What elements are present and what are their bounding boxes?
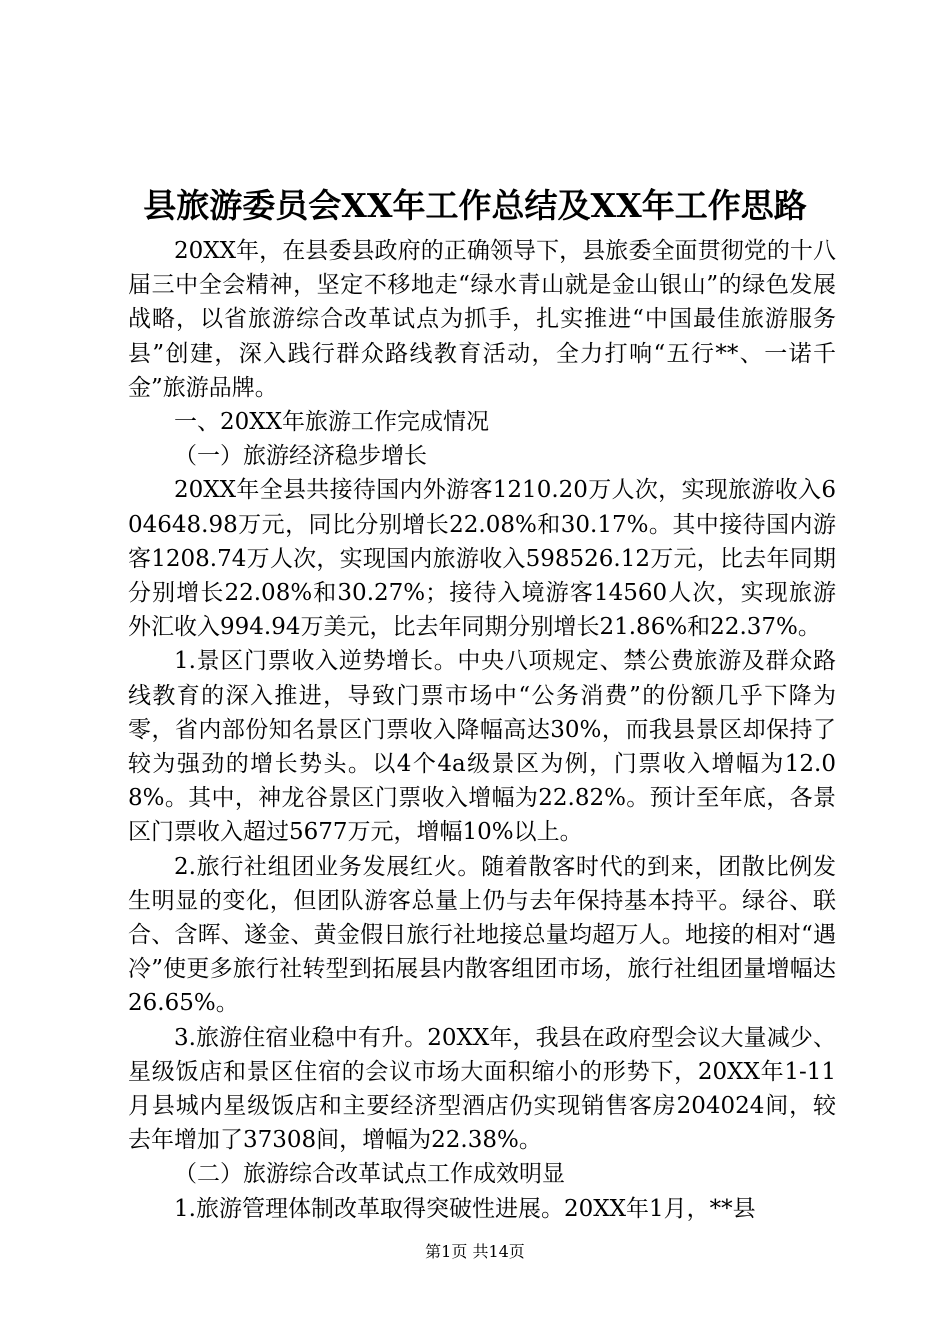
paragraph-travel-agency: 2.旅行社组团业务发展红火。随着散客时代的到来，团散比例发生明显的变化，但团队游客总量上仍与去年保持基本持平。绿谷、联合、含晖、遂金、黄金假日旅行社地接总量均超万人。地接的相对“遇冷”使更多旅行社转型到拓展县内散客组团市场，旅行社组团量增幅达26.65%。 [128,853,836,1017]
paragraph-tourism-stats: 20XX年全县共接待国内外游客1210.20万人次，实现旅游收入604648.98万元，同比分别增长22.08%和30.17%。其中接待国内游客1208.74万人次，实现国内旅游收入598526.12万元，比去年同期分别增长22.08%和30.27%；接待入境游客14560人次，实现旅游外汇收入994.94万美元，比去年同期分别增长21.86%和22.37%。 [128,477,836,641]
document-body [128,234,836,1226]
paragraph-intro: 20XX年，在县委县政府的正确领导下，县旅委全面贯彻党的十八届三中全会精神，坚定不移地走“绿水青山就是金山银山”的绿色发展战略，以省旅游综合改革试点为抓手，扎实推进“中国最佳旅游服务县”创建，深入践行群众路线教育活动，全力打响“五行**、一诺千金”旅游品牌。 [128,238,836,401]
section-heading-1: 一、20XX年旅游工作完成情况 [174,409,490,436]
paragraph-ticket-revenue: 1.景区门票收入逆势增长。中央八项规定、禁公费旅游及群众路线教育的深入推进，导致门票市场中“公务消费”的份额几乎下降为零，省内部份知名景区门票收入降幅高达30%，而我县景区却保持了较为强劲的增长势头。以4个4a级景区为例，门票收入增幅为12.08%。其中，神龙谷景区门票收入增幅为22.82%。预计至年底，各景区门票收入超过5677万元，增幅10%以上。 [128,648,836,846]
paragraph-accommodation: 3.旅游住宿业稳中有升。20XX年，我县在政府型会议大量减少、星级饭店和景区住宿的会议市场大面积缩小的形势下，20XX年1-11月县城内星级饭店和主要经济型酒店仍实现销售客房204024间，较去年增加了37308间，增幅为22.38%。 [128,1024,836,1154]
subsection-heading-1: （一）旅游经济稳步增长 [174,443,427,470]
paragraph-management-reform: 1.旅游管理体制改革取得突破性进展。20XX年1月，**县 [174,1195,756,1222]
page-number: 第1页 共14页 [425,1242,525,1261]
subsection-heading-2: （二）旅游综合改革试点工作成效明显 [174,1161,565,1188]
document-title: 县旅游委员会XX年工作总结及XX年工作思路 [143,186,807,225]
